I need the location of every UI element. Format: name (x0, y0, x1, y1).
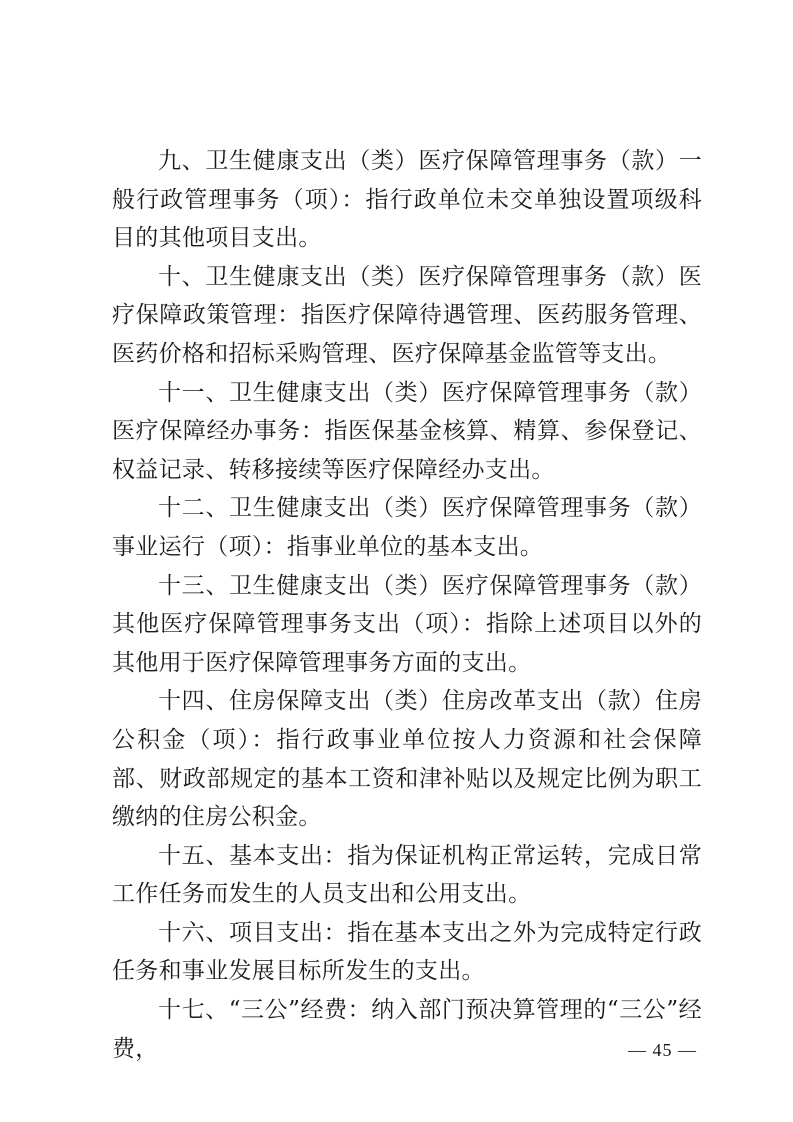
paragraph-item-11: 十一、卫生健康支出（类）医疗保障管理事务（款）医疗保障经办事务：指医保基金核算、精算、参保登记、权益记录、转移接续等医疗保障经办支出。 (112, 379, 702, 483)
paragraph-item-10: 十、卫生健康支出（类）医疗保障管理事务（款）医疗保障政策管理：指医疗保障待遇管理、医药服务管理、医药价格和招标采购管理、医疗保障基金监管等支出。 (112, 263, 702, 367)
paragraph-item-16: 十六、项目支出：指在基本支出之外为完成特定行政任务和事业发展目标所发生的支出。 (112, 919, 702, 985)
document-body (112, 142, 702, 1068)
paragraph-item-13: 十三、卫生健康支出（类）医疗保障管理事务（款）其他医疗保障管理事务支出（项）：指除上述项目以外的其他用于医疗保障管理事务方面的支出。 (112, 572, 702, 676)
paragraph-item-12: 十二、卫生健康支出（类）医疗保障管理事务（款）事业运行（项）：指事业单位的基本支出。 (112, 495, 702, 560)
page-number: — 45 — (628, 1040, 697, 1060)
paragraph-item-14: 十四、住房保障支出（类）住房改革支出（款）住房公积金（项）：指行政事业单位按人力资源和社会保障部、财政部规定的基本工资和津补贴以及规定比例为职工缴纳的住房公积金。 (112, 688, 702, 831)
paragraph-item-9: 九、卫生健康支出（类）医疗保障管理事务（款）一般行政管理事务（项）：指行政单位未交单独设置项级科目的其他项目支出。 (112, 148, 702, 252)
paragraph-item-17: 十七、“三公”经费：纳入部门预决算管理的“三公”经费， (112, 997, 702, 1062)
paragraph-item-15: 十五、基本支出：指为保证机构正常运转，完成日常工作任务而发生的人员支出和公用支出。 (112, 842, 702, 908)
